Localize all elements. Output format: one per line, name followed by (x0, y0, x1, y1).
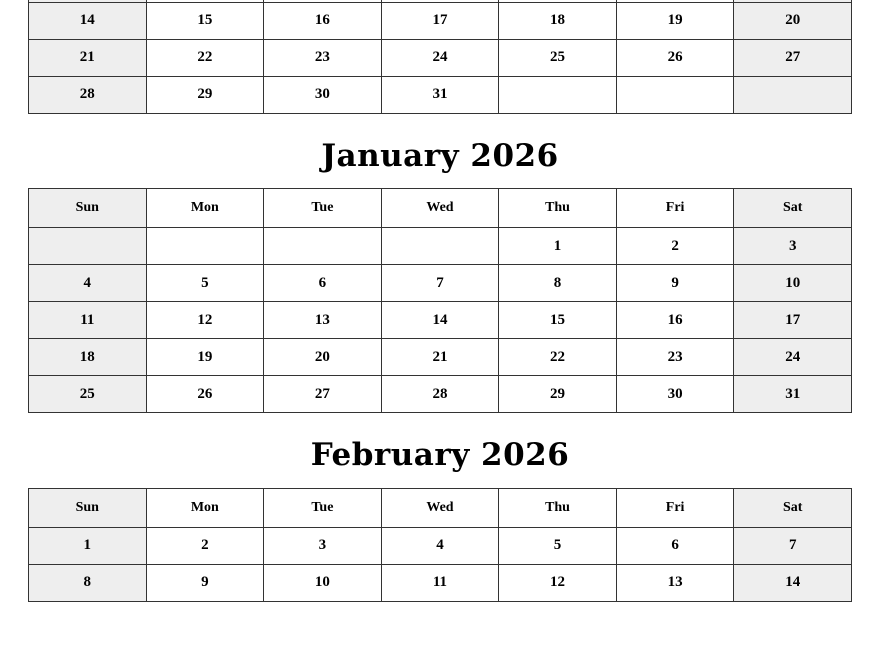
day-cell[interactable]: 30 (264, 76, 382, 113)
calendar-week-row (29, 265, 852, 302)
day-cell[interactable]: 27 (264, 376, 382, 413)
calendar-table-december-2025 (28, 0, 852, 114)
weekday-header-mon: Mon (146, 189, 264, 228)
day-cell[interactable]: 21 (29, 39, 147, 76)
day-cell[interactable]: 19 (146, 339, 264, 376)
day-cell[interactable]: 25 (29, 376, 147, 413)
day-cell[interactable]: 7 (381, 265, 499, 302)
day-cell[interactable]: 15 (499, 302, 617, 339)
day-cell[interactable]: 5 (499, 527, 617, 564)
day-cell[interactable]: 18 (499, 2, 617, 39)
weekday-header-sat: Sat (734, 189, 852, 228)
day-cell[interactable]: 10 (734, 265, 852, 302)
day-cell[interactable]: 20 (734, 2, 852, 39)
calendar-week-row (29, 228, 852, 265)
weekday-header-row (29, 488, 852, 527)
day-cell-empty (616, 76, 734, 113)
day-cell[interactable]: 20 (264, 339, 382, 376)
weekday-header-sun: Sun (29, 189, 147, 228)
day-cell[interactable]: 4 (381, 527, 499, 564)
day-cell[interactable]: 12 (146, 302, 264, 339)
day-cell[interactable]: 26 (146, 376, 264, 413)
weekday-header-wed: Wed (381, 189, 499, 228)
day-cell[interactable]: 18 (29, 339, 147, 376)
month-block-december-2025 (28, 0, 852, 114)
day-cell[interactable]: 22 (146, 39, 264, 76)
weekday-header-sat: Sat (734, 488, 852, 527)
day-cell[interactable]: 6 (616, 527, 734, 564)
day-cell[interactable]: 2 (616, 228, 734, 265)
month-block-january-2026 (28, 114, 852, 414)
day-cell[interactable]: 29 (499, 376, 617, 413)
weekday-header-thu: Thu (499, 488, 617, 527)
day-cell[interactable]: 16 (616, 302, 734, 339)
weekday-header-fri: Fri (616, 189, 734, 228)
day-cell[interactable]: 5 (146, 265, 264, 302)
day-cell[interactable]: 27 (734, 39, 852, 76)
day-cell[interactable]: 28 (381, 376, 499, 413)
day-cell[interactable]: 13 (616, 564, 734, 601)
day-cell[interactable]: 19 (616, 2, 734, 39)
calendar-week-row (29, 39, 852, 76)
day-cell[interactable]: 17 (734, 302, 852, 339)
day-cell[interactable]: 13 (264, 302, 382, 339)
day-cell[interactable]: 10 (264, 564, 382, 601)
day-cell-empty (499, 76, 617, 113)
day-cell[interactable]: 3 (734, 228, 852, 265)
day-cell[interactable]: 14 (734, 564, 852, 601)
day-cell-empty (146, 228, 264, 265)
weekday-header-fri: Fri (616, 488, 734, 527)
calendar-table-january-2026 (28, 188, 852, 413)
day-cell[interactable]: 31 (381, 76, 499, 113)
day-cell[interactable]: 11 (381, 564, 499, 601)
day-cell[interactable]: 16 (264, 2, 382, 39)
day-cell[interactable]: 17 (381, 2, 499, 39)
day-cell[interactable]: 29 (146, 76, 264, 113)
day-cell[interactable]: 25 (499, 39, 617, 76)
day-cell[interactable]: 8 (29, 564, 147, 601)
calendar-week-row (29, 302, 852, 339)
day-cell[interactable]: 1 (499, 228, 617, 265)
day-cell[interactable]: 3 (264, 527, 382, 564)
day-cell-empty (734, 76, 852, 113)
calendar-week-row (29, 76, 852, 113)
calendar-week-row (29, 339, 852, 376)
weekday-header-wed: Wed (381, 488, 499, 527)
day-cell[interactable]: 23 (616, 339, 734, 376)
day-cell[interactable]: 12 (499, 564, 617, 601)
day-cell-empty (381, 228, 499, 265)
weekday-header-sun: Sun (29, 488, 147, 527)
calendar-week-row (29, 2, 852, 39)
day-cell[interactable]: 24 (734, 339, 852, 376)
day-cell[interactable]: 15 (146, 2, 264, 39)
day-cell[interactable]: 7 (734, 527, 852, 564)
day-cell[interactable]: 21 (381, 339, 499, 376)
weekday-header-row (29, 189, 852, 228)
day-cell[interactable]: 9 (146, 564, 264, 601)
day-cell[interactable]: 28 (29, 76, 147, 113)
day-cell[interactable]: 2 (146, 527, 264, 564)
day-cell[interactable]: 22 (499, 339, 617, 376)
weekday-header-thu: Thu (499, 189, 617, 228)
day-cell[interactable]: 9 (616, 265, 734, 302)
weekday-header-tue: Tue (264, 189, 382, 228)
day-cell-empty (29, 228, 147, 265)
day-cell[interactable]: 30 (616, 376, 734, 413)
weekday-header-mon: Mon (146, 488, 264, 527)
month-title-january-2026: January 2026 (321, 137, 559, 174)
day-cell[interactable]: 11 (29, 302, 147, 339)
day-cell[interactable]: 1 (29, 527, 147, 564)
calendar-table-february-2026 (28, 488, 852, 602)
day-cell[interactable]: 6 (264, 265, 382, 302)
calendar-week-row (29, 376, 852, 413)
day-cell[interactable]: 14 (381, 302, 499, 339)
month-title-february-2026: February 2026 (310, 437, 570, 474)
month-block-february-2026 (28, 413, 852, 602)
weekday-header-tue: Tue (264, 488, 382, 527)
day-cell[interactable]: 23 (264, 39, 382, 76)
day-cell[interactable]: 8 (499, 265, 617, 302)
day-cell[interactable]: 24 (381, 39, 499, 76)
calendar-week-row (29, 527, 852, 564)
day-cell[interactable]: 14 (29, 2, 147, 39)
calendar-week-row (29, 564, 852, 601)
day-cell[interactable]: 31 (734, 376, 852, 413)
day-cell-empty (264, 228, 382, 265)
day-cell[interactable]: 4 (29, 265, 147, 302)
day-cell[interactable]: 26 (616, 39, 734, 76)
